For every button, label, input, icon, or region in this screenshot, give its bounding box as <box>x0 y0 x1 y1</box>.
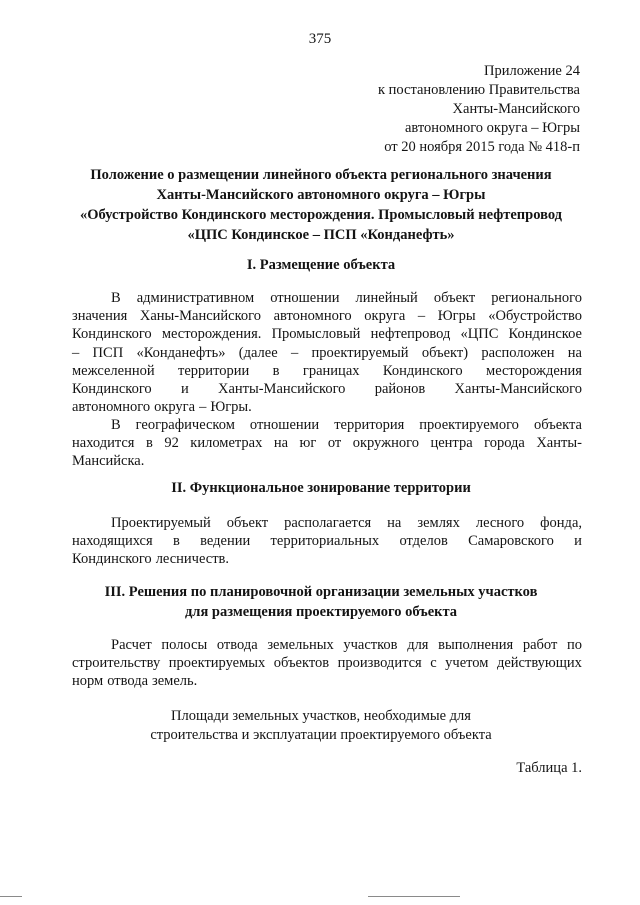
section-heading-text: III. Решения по планировочной организации земельных участков <box>104 584 538 600</box>
title-line: «ЦПС Кондинское – ПСП «Конданефть» <box>187 227 455 243</box>
caption-line: строительства и эксплуатации проектируемого объекта <box>150 726 492 743</box>
paragraph-line: Кондинского месторождения. Промысловый нефтепровод «ЦПС Кондинское <box>72 326 582 343</box>
title-line: «Обустройство Кондинского месторождения. Промысловый нефтепровод <box>79 207 562 223</box>
section-heading-text: I. Размещение объекта <box>246 257 396 273</box>
appendix-line: автономного округа – Югры <box>404 120 580 136</box>
paragraph-line: межселенной территории в границах Кондинского месторождения <box>72 362 582 379</box>
paragraph-line: находится в 92 километрах на юг от окружного центра города Ханты- <box>72 435 582 452</box>
caption-line: Площади земельных участков, необходимые для <box>171 708 471 724</box>
table-label: Таблица 1. <box>516 760 582 776</box>
paragraph-line: В географическом отношении территория проектируемого объекта <box>111 417 582 433</box>
paragraph-line: автономного округа – Югры. <box>72 399 252 416</box>
section-1-heading <box>60 255 582 275</box>
paragraph-line: строительству проектируемых объектов производится с учетом действующих <box>72 655 582 672</box>
section-1-paragraph-1 <box>72 289 582 416</box>
scan-edge-line <box>368 896 460 897</box>
paragraph-line: Кондинского и Ханты-Мансийского районов Ханты-Мансийского <box>72 381 582 398</box>
paragraph-line: – ПСП «Конданефть» (далее – проектируемый объект) расположен на <box>72 344 582 361</box>
paragraph-line: Кондинского лесничеств. <box>72 551 230 568</box>
paragraph-line: норм отвода земель. <box>72 673 198 690</box>
scan-edge-line <box>0 896 22 897</box>
paragraph-line: В административном отношении линейный объект регионального <box>111 290 582 306</box>
appendix-line: Ханты-Мансийского <box>452 101 580 117</box>
appendix-line: от 20 ноября 2015 года № 418-п <box>384 139 580 155</box>
document-title <box>60 165 582 245</box>
section-3-paragraph-1 <box>72 636 582 691</box>
section-2-paragraph-1 <box>72 514 582 569</box>
paragraph-line: Мансийска. <box>72 453 145 470</box>
page-number: 375 <box>308 31 332 47</box>
title-line: Ханты-Мансийского автономного округа – Югры <box>156 187 486 203</box>
section-1-paragraph-2 <box>72 416 582 471</box>
section-2-heading <box>60 478 582 498</box>
section-3-heading <box>60 582 582 622</box>
title-line: Положение о размещении линейного объекта регионального значения <box>90 167 552 183</box>
section-heading-text: для размещения проектируемого объекта <box>184 604 458 620</box>
appendix-line: Приложение 24 <box>484 63 580 79</box>
paragraph-line: Расчет полосы отвода земельных участков для выполнения работ по <box>111 637 582 653</box>
paragraph-line: Проектируемый объект располагается на землях лесного фонда, <box>111 515 582 531</box>
paragraph-line: находящихся в ведении территориальных отделов Самаровского и <box>72 533 582 550</box>
table-caption <box>60 707 582 744</box>
section-heading-text: II. Функциональное зонирование территории <box>171 480 471 496</box>
appendix-line: к постановлению Правительства <box>378 82 580 98</box>
appendix-block <box>250 62 580 157</box>
paragraph-line: значения Ханы-Мансийского автономного округа – Югры «Обустройство <box>72 308 582 325</box>
